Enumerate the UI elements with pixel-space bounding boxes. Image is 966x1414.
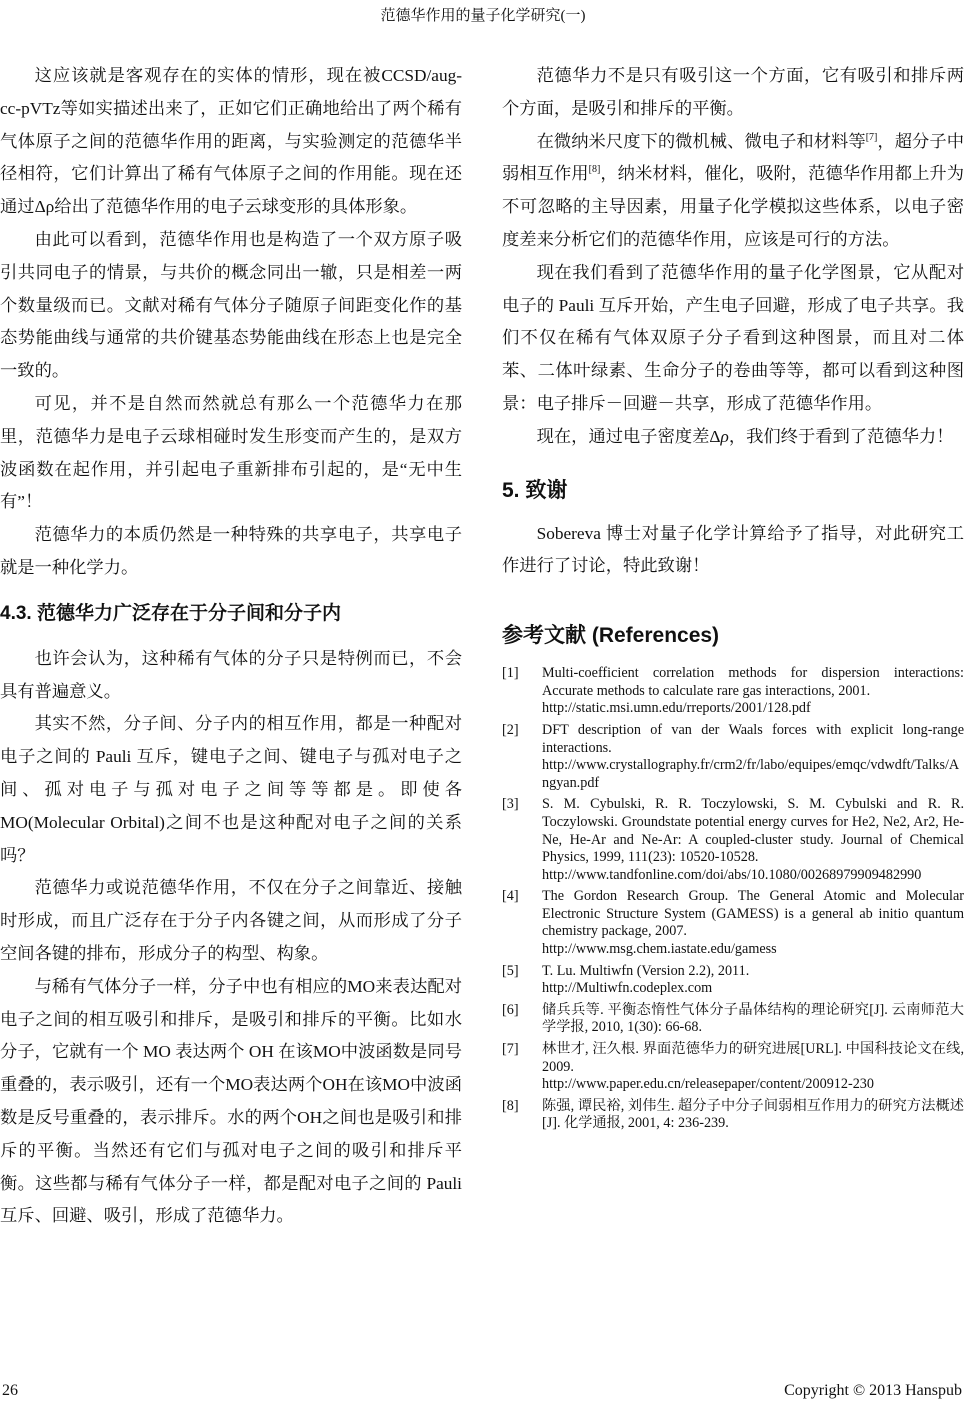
reference-item bbox=[502, 722, 964, 792]
reference-text: DFT description of van der Waals forces with explicit long-range interactions. bbox=[542, 721, 964, 756]
text: ，我们终于看到了范德华力！ bbox=[728, 426, 954, 446]
reference-item bbox=[502, 1098, 964, 1133]
reference-item bbox=[502, 1002, 964, 1037]
reference-text: 储兵兵等. 平衡态惰性气体分子晶体结构的理论研究[J]. 云南师范大学学报, 2010, 1(30): 66-68. bbox=[542, 1001, 964, 1036]
reference-number: [4] bbox=[502, 888, 519, 905]
reference-text: T. Lu. Multiwfn (Version 2.2), 2011. bbox=[542, 962, 750, 979]
reference-number: [2] bbox=[502, 721, 519, 738]
reference-number: [7] bbox=[502, 1041, 519, 1058]
paragraph: 范德华力或说范德华作用，不仅在分子之间靠近、接触时形成，而且广泛存在于分子内各键之间，从而形成了分子空间各键的排布，形成分子的构型、构象。 bbox=[0, 878, 462, 963]
reference-number: [1] bbox=[502, 665, 519, 682]
reference-url[interactable]: http://www.paper.edu.cn/releasepaper/content/200912-230 bbox=[542, 1076, 874, 1093]
reference-text: 陈强, 谭民裕, 刘伟生. 超分子中分子间弱相互作用力的研究方法概述[J]. 化学通报, 2001, 4: 236-239. bbox=[542, 1097, 964, 1132]
paragraph: 范德华力不是只有吸引这一个方面，它有吸引和排斥两个方面，是吸引和排斥的平衡。 bbox=[502, 66, 964, 118]
reference-item bbox=[502, 665, 964, 718]
text: 在微纳米尺度下的微机械、微电子和材料等 bbox=[536, 131, 866, 151]
reference-text: 林世才, 汪久根. 界面范德华力的研究进展[URL]. 中国科技论文在线, 2009. bbox=[542, 1041, 964, 1075]
reference-url[interactable]: http://static.msi.umn.edu/rreports/2001/128.pdf bbox=[542, 700, 811, 717]
citation: [8] bbox=[588, 164, 601, 176]
reference-body bbox=[542, 963, 964, 998]
acknowledgement-heading: 5. 致谢 bbox=[502, 478, 568, 502]
rho-symbol: ρ bbox=[720, 426, 729, 446]
text: 现在，通过电子密度差Δ bbox=[536, 426, 721, 446]
reference-url[interactable]: http://www.tandfonline.com/doi/abs/10.1080/00268979909482990 bbox=[542, 866, 922, 883]
reference-number: [3] bbox=[502, 796, 519, 813]
reference-item bbox=[502, 888, 964, 958]
reference-body bbox=[542, 888, 964, 958]
paragraph: 现在我们看到了范德华作用的量子化学图景，它从配对电子的 Pauli 互斥开始，产生电子回避，形成了电子共享。我们不仅在稀有气体双原子分子看到这种图景，而且对二体苯、二体叶绿素、生命分子的卷曲等等，都可以看到这种图景：电子排斥－回避－共享，形成了范德华作用。 bbox=[502, 262, 964, 413]
acknowledgement-text: Sobereva 博士对量子化学计算给予了指导，对此研究工作进行了讨论，特此致谢！ bbox=[502, 523, 964, 576]
section-heading: 4.3. 范德华力广泛存在于分子间和分子内 bbox=[0, 602, 341, 624]
reference-item bbox=[502, 963, 964, 998]
reference-text: S. M. Cybulski, R. R. Toczylowski, S. M. Cybulski and R. R. Toczylowski. Groundstate potential energy curves for He2, Ne2, Ar2, He-Ne, He-Ar and Ne-Ar: A coupled-cluster study. Journal of Chemical Physics, 1999, 111(23): 10520-10528. bbox=[542, 796, 964, 866]
reference-body bbox=[542, 796, 964, 884]
reference-number: [5] bbox=[502, 962, 519, 979]
page-number: 26 bbox=[2, 1382, 18, 1399]
reference-item bbox=[502, 1041, 964, 1094]
reference-body bbox=[542, 722, 964, 792]
reference-body bbox=[542, 1098, 964, 1133]
paragraph: 其实不然，分子间、分子内的相互作用，都是一种配对电子之间的 Pauli 互斥，键电子之间、键电子与孤对电子之间、孤对电子与孤对电子之间等等都是。即使各 MO(Molecular Orbital)之间不也是这种配对电子之间的关系吗？ bbox=[0, 714, 462, 865]
reference-number: [8] bbox=[502, 1097, 519, 1114]
citation: [7] bbox=[865, 131, 878, 143]
paragraph: 由此可以看到，范德华作用也是构造了一个双方原子吸引共同电子的情景，与共价的概念同出一辙，只是相差一两个数量级而已。文献对稀有气体分子随原子间距变化作的基态势能曲线与通常的共价键基态势能曲线在形态上也是完全一致的。 bbox=[0, 229, 462, 381]
reference-item bbox=[502, 796, 964, 884]
running-header: 范德华作用的量子化学研究(一) bbox=[380, 8, 586, 24]
reference-text: Multi-coefficient correlation methods for dispersion interactions: Accurate methods to calculate rare gas interactions, 2001. bbox=[542, 665, 964, 699]
reference-body bbox=[542, 1041, 964, 1094]
reference-url[interactable]: http://www.msg.chem.iastate.edu/gamess bbox=[542, 941, 777, 958]
reference-body bbox=[542, 1002, 964, 1037]
reference-url[interactable]: http://www.crystallography.fr/crm2/fr/labo/equipes/emqc/vdwdft/Talks/Angyan.pdf bbox=[542, 757, 960, 791]
paragraph: 与稀有气体分子一样，分子中也有相应的MO来表达配对电子之间的相互吸引和排斥，是吸引和排斥的平衡。比如水分子，它就有一个 MO 表达两个 OH 在该MO中波函数是同号重叠的，表示吸引，还有一个MO表达两个OH在该MO中波函数是反号重叠的，表示排斥。水的两个OH之间也是吸引和排斥的平衡。当然还有它们与孤对电子之间的吸引和排斥平衡。这些都与稀有气体分子一样，都是配对电子之间的 Pauli 互斥、回避、吸引，形成了范德华力。 bbox=[0, 976, 462, 1226]
paragraph bbox=[502, 421, 964, 454]
text: ，纳米材料，催化，吸附，范德华作用都上升为不可忽略的主导因素，用量子化学模拟这些体系，以电子密度差来分析它们的范德华作用，应该是可行的方法。 bbox=[502, 164, 964, 249]
paragraph bbox=[502, 126, 964, 257]
paragraph: 也许会认为，这种稀有气体的分子只是特例而已，不会具有普遍意义。 bbox=[0, 648, 462, 701]
right-column bbox=[502, 60, 964, 1137]
copyright: Copyright © 2013 Hanspub bbox=[784, 1382, 962, 1399]
paragraph: 可见，并不是自然而然就总有那么一个范德华力在那里，范德华力是电子云球相碰时发生形变而产生的，是双方波函数在起作用，并引起电子重新排布引起的，是“无中生有”！ bbox=[0, 393, 462, 512]
paragraph: 这应该就是客观存在的实体的情形，现在被CCSD/aug-cc-pVTz等如实描述出来了，正如它们正确地给出了两个稀有气体原子之间的范德华作用的距离，与实验测定的范德华半径相符，它们计算出了稀有气体原子之间的作用能。现在还通过Δρ给出了范德华作用的电子云球变形的具体形象。 bbox=[0, 66, 462, 217]
references-heading: 参考文献 (References) bbox=[502, 624, 720, 648]
reference-text: The Gordon Research Group. The General Atomic and Molecular Electronic Structure System (GAMESS) is a general ab initio quantum chemistry package, 2007. bbox=[542, 888, 964, 940]
left-column bbox=[0, 60, 462, 1233]
paragraph: 范德华力的本质仍然是一种特殊的共享电子，共享电子就是一种化学力。 bbox=[0, 525, 462, 577]
references-list bbox=[502, 665, 964, 1133]
text: ，超分子中弱相互作用 bbox=[502, 131, 964, 184]
reference-url[interactable]: http://Multiwfn.codeplex.com bbox=[542, 980, 713, 997]
reference-number: [6] bbox=[502, 1001, 519, 1018]
reference-body bbox=[542, 665, 964, 718]
